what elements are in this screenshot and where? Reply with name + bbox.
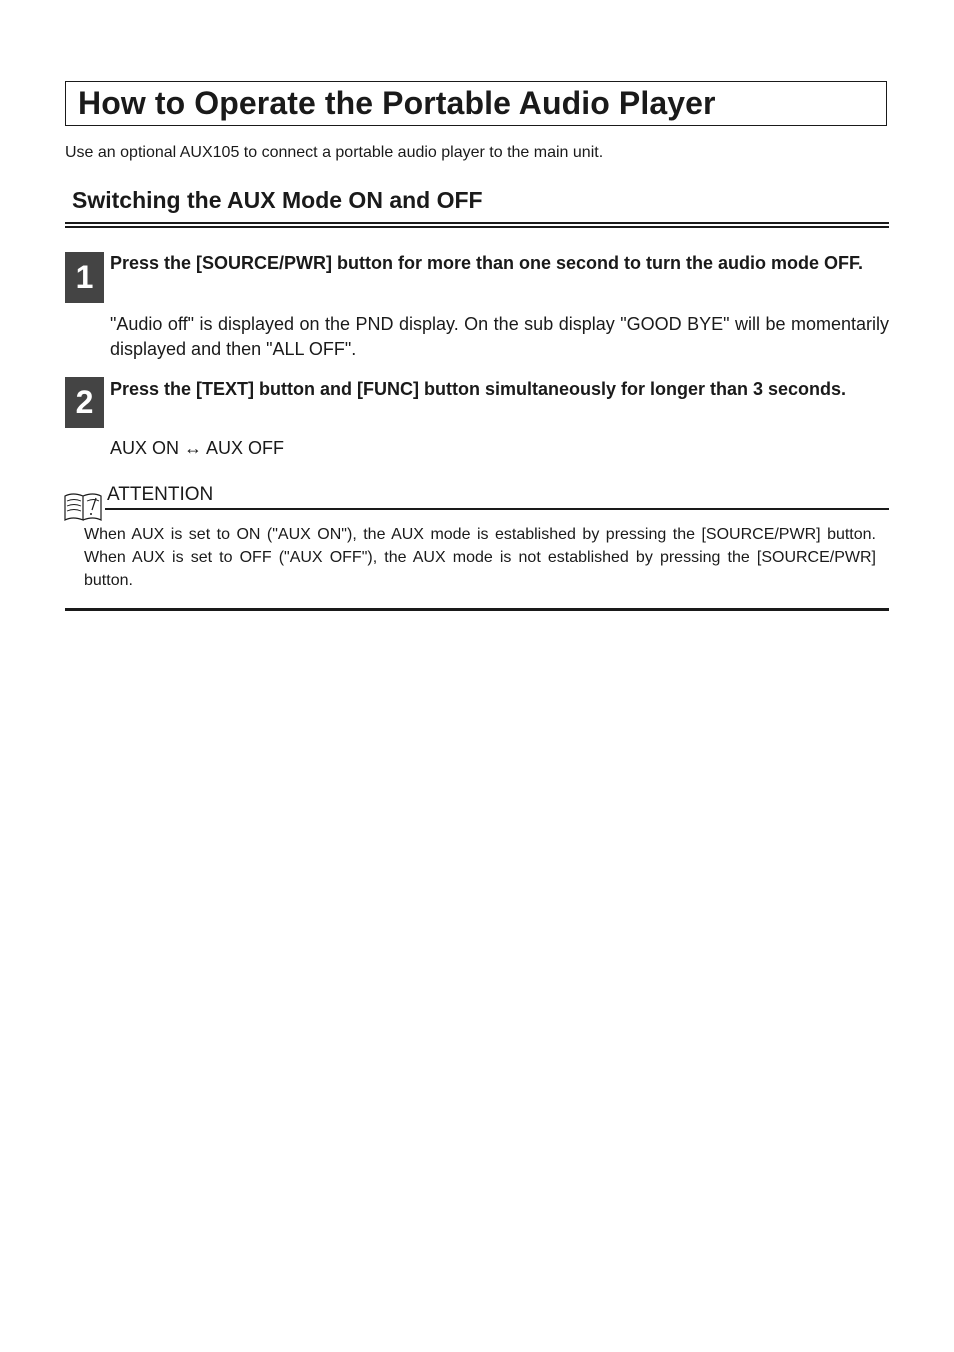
attention-label: ATTENTION [107, 484, 214, 505]
step-1-heading: Press the [SOURCE/PWR] button for more than one second to turn the audio mode OFF. [110, 253, 864, 273]
step-1-body: "Audio off" is displayed on the PND display. On the sub display "GOOD BYE" will be momentarily displayed and then "ALL OFF". [110, 314, 889, 359]
bottom-rule [65, 608, 889, 611]
step-2-number: 2 [65, 377, 104, 428]
intro-text: Use an optional AUX105 to connect a portable audio player to the main unit. [65, 144, 604, 161]
attention-text: When AUX is set to ON ("AUX ON"), the AUX mode is established by pressing the [SOURCE/PWR] button. When AUX is set to OFF ("AUX OFF"), the AUX mode is not established by pressing the [SOURCE/PWR] button. [84, 526, 876, 589]
step-2-body: AUX ON ↔ AUX OFF [110, 438, 285, 458]
section-rule-top [65, 222, 889, 224]
step-1-number: 1 [65, 252, 104, 303]
section-title: Switching the AUX Mode ON and OFF [72, 187, 483, 213]
section-rule-bottom [65, 226, 889, 228]
attention-rule [105, 508, 889, 510]
page-title: How to Operate the Portable Audio Player [78, 85, 716, 121]
page-title-box [65, 81, 887, 126]
step-2-heading: Press the [TEXT] button and [FUNC] button simultaneously for longer than 3 seconds. [110, 379, 847, 399]
book-attention-icon [63, 490, 105, 522]
